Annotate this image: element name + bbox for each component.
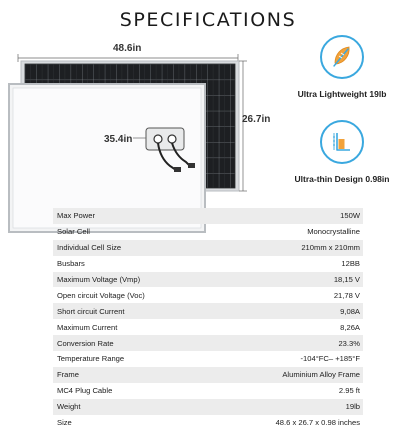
- spec-value: Monocrystalline: [307, 227, 360, 237]
- spec-name: Frame: [57, 370, 79, 380]
- spec-name: Short circuit Current: [57, 306, 125, 316]
- spec-table: [53, 208, 363, 430]
- feature-thin-design: [276, 120, 408, 184]
- spec-row-busbars: [53, 256, 363, 272]
- depth-dimension-label: 35.4in: [104, 134, 133, 145]
- spec-row-temperature-range: [53, 351, 363, 367]
- spec-name: Conversion Rate: [57, 338, 114, 348]
- spec-row-weight: [53, 399, 363, 415]
- spec-value: 21,78 V: [333, 290, 360, 300]
- spec-value: 9,08A: [340, 306, 360, 316]
- spec-name: Busbars: [57, 259, 85, 269]
- thickness-icon: [320, 120, 364, 164]
- spec-name: Max Power: [57, 211, 95, 221]
- spec-value: 48.6 x 26.7 x 0.98 inches: [275, 418, 360, 428]
- spec-name: Individual Cell Size: [57, 243, 122, 253]
- spec-value: Aluminium Alloy Frame: [282, 370, 360, 380]
- spec-value: 2.95 ft: [338, 386, 360, 396]
- spec-row-max-voltage: [53, 272, 363, 288]
- spec-row-cell-size: [53, 240, 363, 256]
- spec-row-mc4-cable: [53, 383, 363, 399]
- feather-icon: [320, 35, 364, 79]
- spec-name: Size: [57, 418, 72, 428]
- spec-row-size: [53, 415, 363, 430]
- feature-lightweight: [276, 35, 408, 99]
- feature-label: Ultra-thin Design 0.98in: [294, 174, 390, 184]
- spec-name: Solar Cell: [57, 227, 90, 237]
- spec-name: Weight: [57, 402, 81, 412]
- spec-value: 19lb: [345, 402, 360, 412]
- spec-value: 18,15 V: [333, 275, 360, 284]
- spec-row-max-power: [53, 208, 363, 224]
- spec-name: MC4 Plug Cable: [57, 386, 113, 396]
- spec-row-short-circuit-current: [53, 303, 363, 319]
- page-title: SPECIFICATIONS: [119, 9, 297, 31]
- spec-row-max-current: [53, 319, 363, 335]
- spec-value: 150W: [340, 211, 360, 221]
- spec-value: 23.3%: [338, 338, 360, 348]
- feature-label: Ultra Lightweight 19lb: [297, 89, 387, 99]
- spec-value: 8,26A: [340, 322, 360, 332]
- spec-name: Open circuit Voltage (Voc): [57, 290, 145, 300]
- spec-row-frame: [53, 367, 363, 383]
- spec-value: 12BB: [341, 259, 360, 269]
- spec-value: -104°FC– +185°F: [300, 354, 360, 364]
- spec-row-open-circuit-voltage: [53, 287, 363, 303]
- spec-name: Maximum Current: [57, 322, 118, 332]
- height-dimension-label: 26.7in: [242, 114, 271, 125]
- spec-name: Maximum Voltage (Vmp): [57, 275, 141, 284]
- spec-row-solar-cell: [53, 224, 363, 240]
- width-dimension-label: 48.6in: [113, 43, 142, 54]
- spec-row-conversion-rate: [53, 335, 363, 351]
- spec-name: Temperature Range: [57, 354, 125, 364]
- spec-value: 210mm x 210mm: [301, 243, 360, 253]
